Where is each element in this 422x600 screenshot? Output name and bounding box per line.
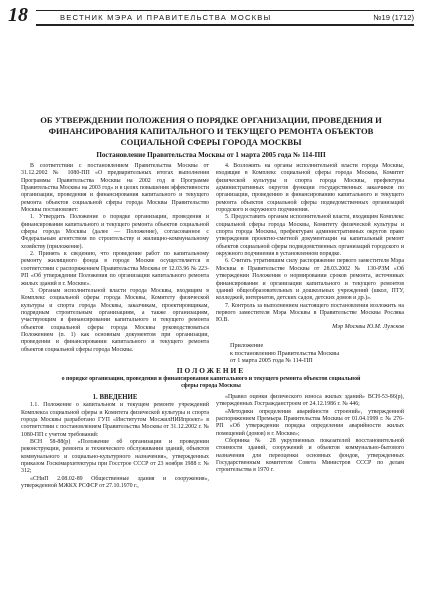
bottom-left-column bbox=[21, 394, 209, 490]
right-column bbox=[216, 163, 404, 325]
paragraph: ВСН 58-88(р) «Положение об организации и проведении реконструкции, ремонта и технического обслуживания зданий, объектов коммунального и социально-культурного назначения», утвержденных приказом Госкомархитектуры при Госстрое СССР от 23 ноября 1988 г. № 312; bbox=[21, 439, 209, 475]
mayor-signature: Мэр Москвы Ю.М. Лужков bbox=[332, 323, 404, 330]
paragraph: 2. Принять к сведению, что проведение работ по капитальному ремонту жилищного фонда в городе Москве осуществляется в соответствии с распоряжением Правительства Москвы от 12.03.96 № 223-РП «Об утверждении Положения по организации капитального ремонта жилых зданий в г. Москве». bbox=[21, 251, 209, 287]
header-rule-bottom bbox=[36, 24, 414, 26]
bottom-right-column bbox=[216, 394, 404, 475]
paragraph: «Правил оценки физического износа жилых зданий» ВСН-53-86(р), утвержденных Госгражданстроем от 24.12.1986 г. № 446; bbox=[216, 394, 404, 408]
paragraph: Сборника № 28 укрупненных показателей восстановительной стоимости зданий, сооружений и объектов коммунально-бытового назначения для переоценки основных фондов, утвержденных Государственным комитетом Совета Министров СССР по делам строительства в 1970 г. bbox=[216, 438, 404, 474]
document-title: ОБ УТВЕРЖДЕНИИ ПОЛОЖЕНИЯ О ПОРЯДКЕ ОРГАНИЗАЦИИ, ПРОВЕДЕНИЯ И ФИНАНСИРОВАНИЯ КАПИТАЛЬНОГО И ТЕКУЩЕГО РЕМОНТА ОБЪЕКТОВ СОЦИАЛЬНОЙ СФЕРЫ ГОРОДА МОСКВЫ bbox=[40, 115, 382, 147]
issue-number: №19 (1712) bbox=[373, 13, 414, 22]
paragraph: «СНиП 2.08.02-89 Общественные здания и сооружения», утвержденной МЖКХ РСФСР от 27.10.1970 г., bbox=[21, 475, 209, 490]
section-subtitle: о порядке организации, проведения и финансирования капитального и текущего ремонта объектов социальной сферы города Москвы bbox=[61, 376, 361, 390]
paragraph: 3. Органам исполнительной власти города Москвы, входящим в Комплекс социальной сферы города Москвы, Комитету физической культуры и спорта города Москвы, заказчикам, проектировщикам, подрядным строительным организациям, а также организациям, участвующим в финансировании капитального и текущего ремонта объектов социальной сферы города Москвы руководствоваться Положением (п. 1) как основным документом при организации, проведении и финансировании капитального и текущего ремонта объектов социальной сферы города Москвы. bbox=[21, 287, 209, 353]
paragraph: 1. Утвердить Положение о порядке организации, проведения и финансирования капитального и текущего ремонта объектов социальной сферы города Москвы (далее — Положение), согласованное с Федеральным агентством по строительству и жилищно-коммунальному хозяйству (приложение). bbox=[21, 214, 209, 250]
section-title: ПОЛОЖЕНИЕ bbox=[176, 366, 246, 375]
document-subtitle: Постановление Правительства Москвы от 1 марта 2005 года № 114-ПП bbox=[96, 151, 326, 159]
appendix-note bbox=[230, 342, 339, 365]
paragraph: 7. Контроль за выполнением настоящего постановления возложить на первого заместителя Мэра Москвы в Правительстве Москвы Росляка Ю.В. bbox=[216, 302, 404, 324]
paragraph: «Методики определения аварийности строений», утвержденной распоряжением Премьера Правительства Москвы от 01.04.1999 г. № 276-РП «Об утверждении порядка определения аварийности жилых помещений (домов) в г. Москве»; bbox=[216, 408, 404, 437]
intro-heading: 1. ВВЕДЕНИЕ bbox=[92, 394, 138, 401]
paragraph: 4. Возложить на органы исполнительной власти города Москвы, входящие в Комплекс социальной сферы города Москвы, Комитет физической культуры и спорта города Москвы, префектуры административных округов функции государственных заказчиков по организации, проведению и финансированию капитального и текущего ремонта объектов социальной сферы подведомственных организаций городского и окружного подчинения. bbox=[216, 163, 404, 214]
page-number: 18 bbox=[8, 4, 28, 26]
left-column bbox=[21, 163, 209, 354]
appendix-line: к постановлению Правительства Москвы bbox=[230, 349, 340, 357]
header-rule-top bbox=[36, 10, 414, 11]
paragraph: 6. Считать утратившим силу распоряжение первого заместителя Мэра Москвы в Правительстве Москвы от 28.03.2002 № 130-РЗМ «Об утверждении Положения о нормировании сроков ремонта, источниках финансирования и организации капитального и текущего ремонтов зданий общеобразовательных и дошкольных учреждений (школ, ПТУ, колледжей, интернатов, детских садов, детских домов и др.)». bbox=[216, 258, 404, 302]
paragraph: 5. Предоставить органам исполнительной власти, входящим Комплекс социальной сферы города Москвы, Комитету физической культуры и спорта города Москвы, префектурам административных округов право утверждения проектно-сметной документации на капитальный ремонт объектов социальной сферы подведомственных организаций городского и окружного подчинения в установленном порядке. bbox=[216, 214, 404, 258]
appendix-line: Приложение bbox=[230, 342, 264, 349]
paragraph: В соответствии с постановлением Правительства Москвы от 31.12.2002 № 1080-ПП «О предварительных итогах выполнения Программы Правительства Москвы на 2002 год и Программе Правительства Москвы на 2003 год» и в целях повышения эффективности организации, проведения и финансирования капитального и текущего ремонта объектов социальной сферы города Москвы Правительство Москвы постановляет: bbox=[21, 163, 209, 214]
paragraph: 1.1. Положение о капитальном и текущем ремонте учреждений Комплекса социальной сферы и Комитета физической культуры и спорта города Москвы разработано ГУП «Институтом МосжилНИИпроект» в соответствии с постановлением Правительства Москвы от 31.12.2002 г. № 1080-ПП с учетом требований: bbox=[21, 402, 209, 438]
journal-header bbox=[8, 4, 414, 28]
journal-title: ВЕСТНИК МЭРА И ПРАВИТЕЛЬСТВА МОСКВЫ bbox=[60, 13, 272, 22]
appendix-line: от 1 марта 2005 года № 114-ПП bbox=[230, 357, 313, 365]
